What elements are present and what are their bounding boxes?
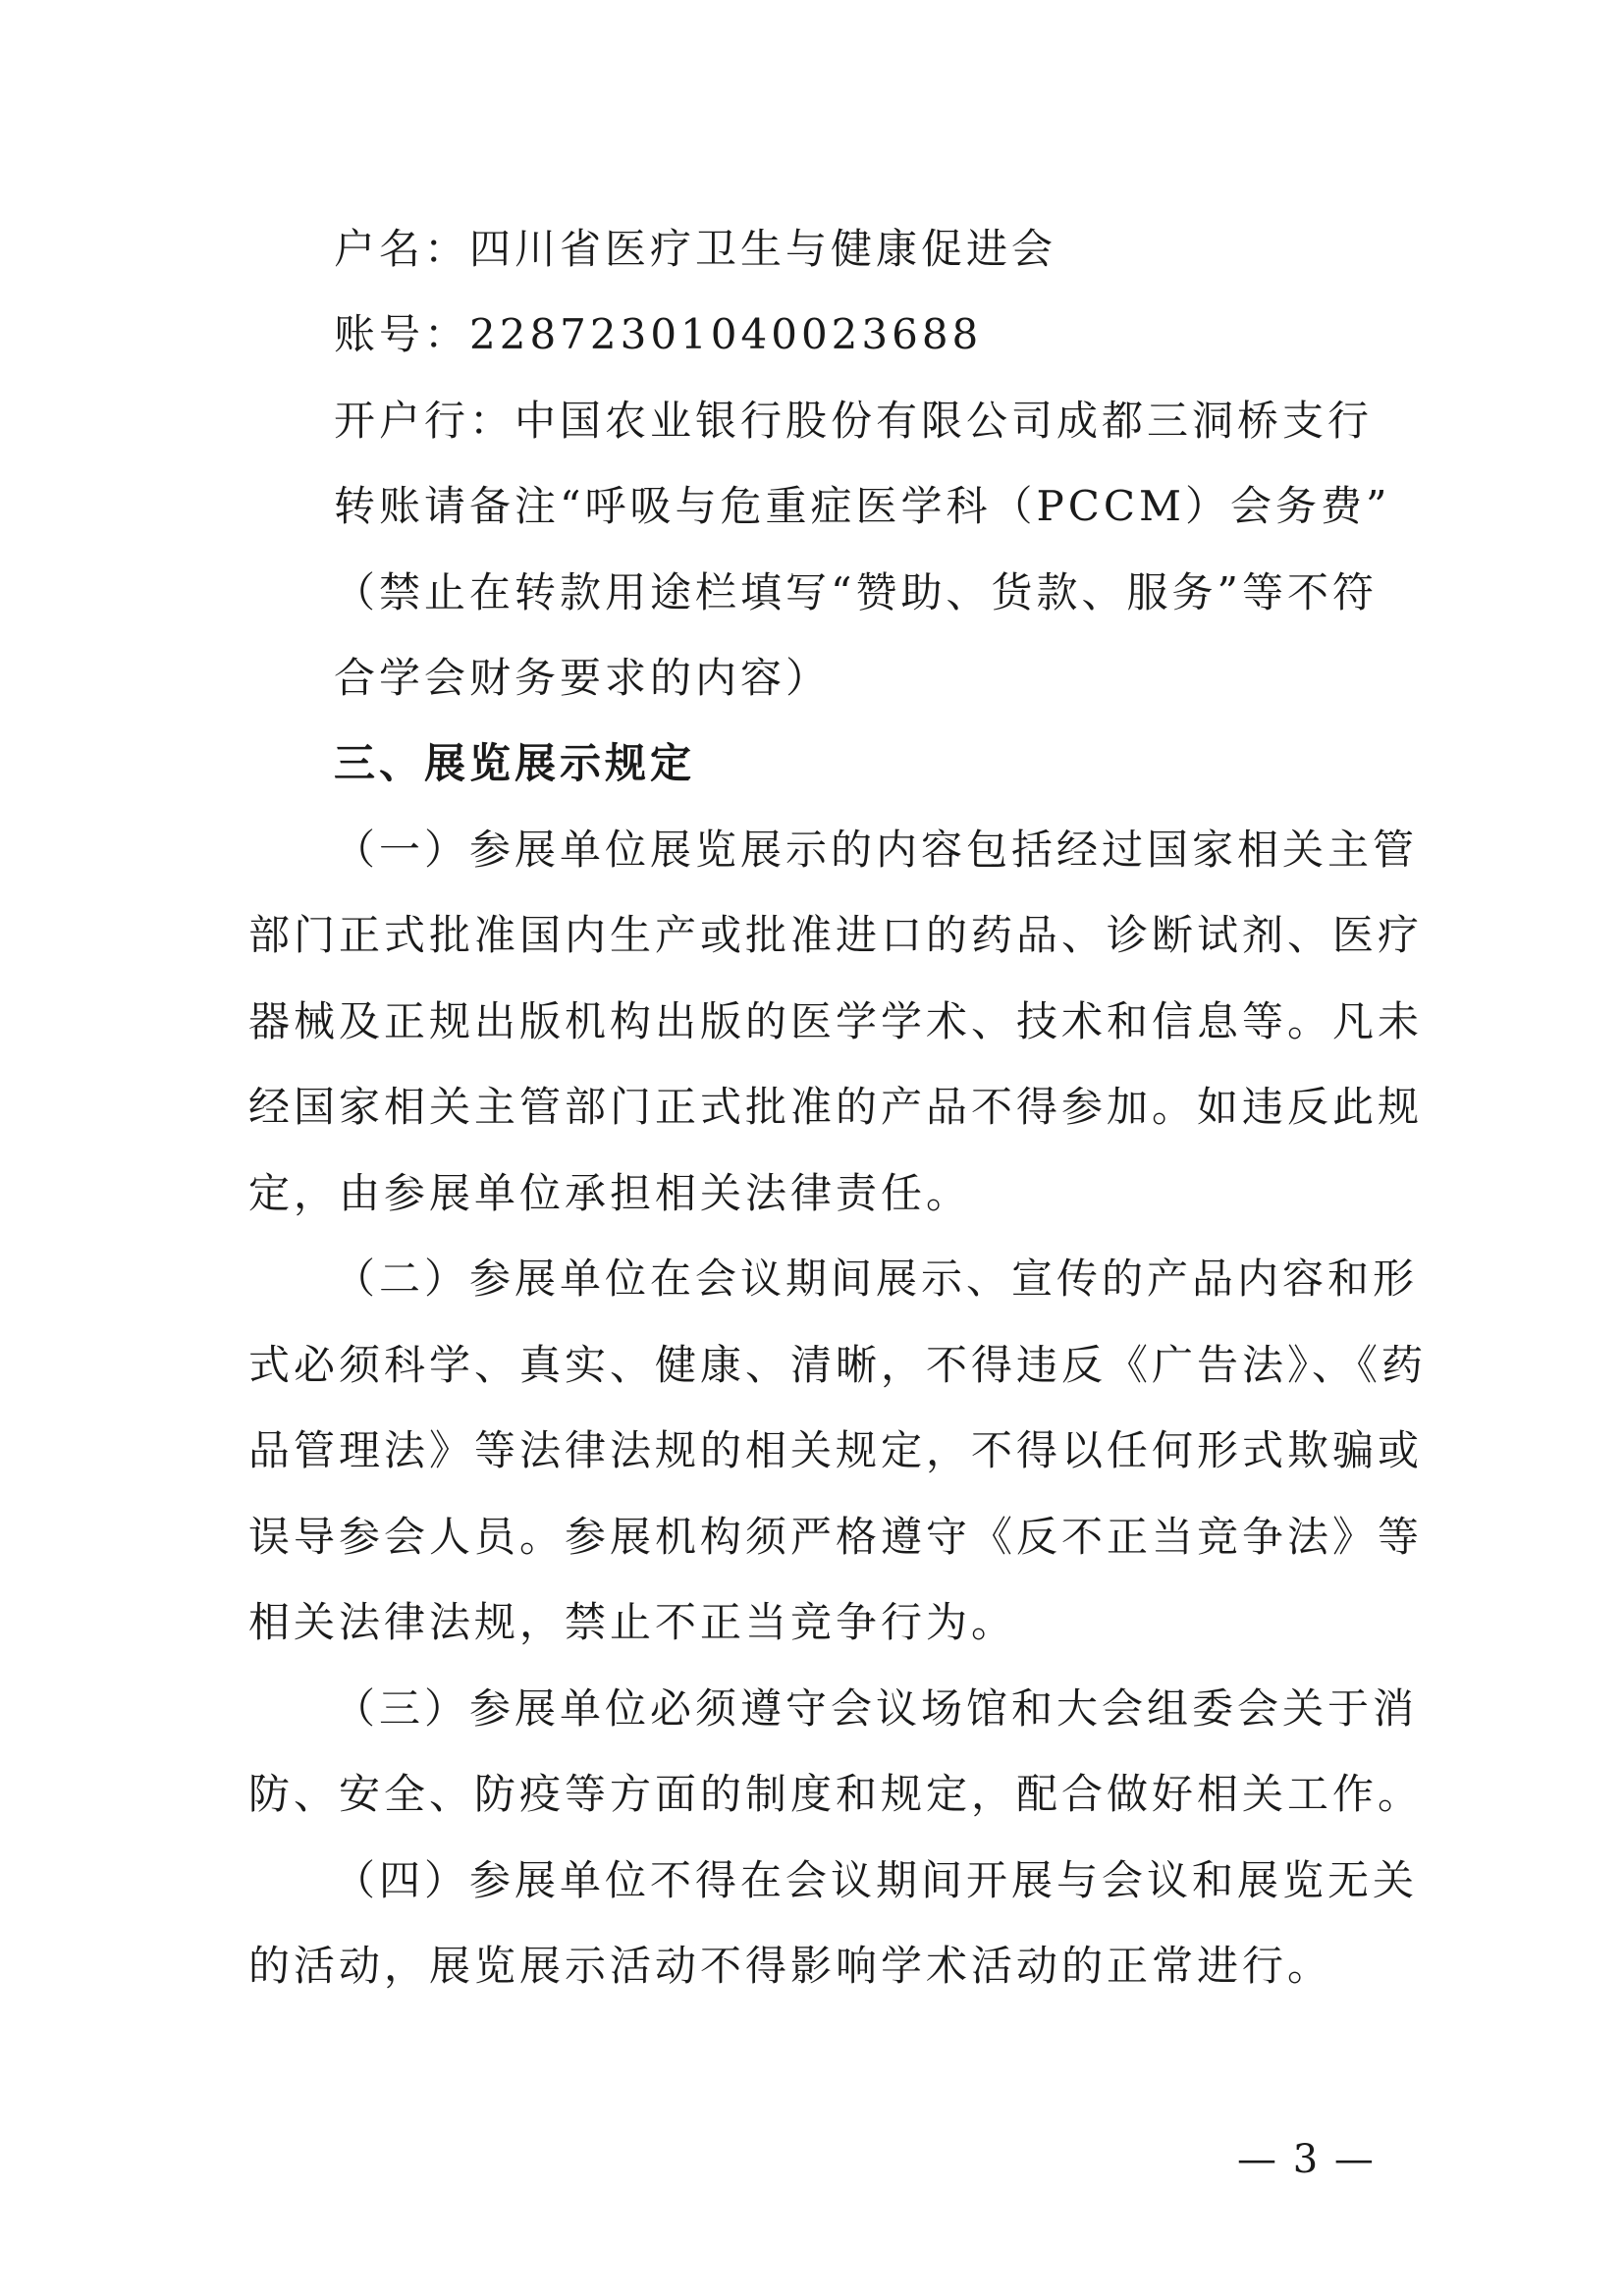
remark-line: 转账请备注“呼吸与危重症医学科（PCCM）会务费”: [334, 482, 1391, 530]
paragraph-4-line-2: 的活动，展览展示活动不得影响学术活动的正常进行。: [248, 1942, 1333, 1990]
paragraph-3-line-2: 防、安全、防疫等方面的制度和规定，配合做好相关工作。: [248, 1770, 1424, 1818]
bank-line: 开户行：中国农业银行股份有限公司成都三洞桥支行: [334, 397, 1374, 445]
paragraph-2-line-1: （二）参展单位在会议期间展示、宣传的产品内容和形: [334, 1255, 1419, 1303]
paragraph-4-line-1: （四）参展单位不得在会议期间开展与会议和展览无关: [334, 1856, 1419, 1904]
paragraph-1-line-3: 器械及正规出版机构出版的医学学术、技术和信息等。凡未: [248, 997, 1424, 1045]
paragraph-2-line-3: 品管理法》等法律法规的相关规定，不得以任何形式欺骗或: [248, 1426, 1424, 1474]
account-number-line: 账号：22872301040023688: [334, 310, 983, 358]
paragraph-1-line-5: 定，由参展单位承担相关法律责任。: [248, 1169, 972, 1217]
paragraph-1-line-1: （一）参展单位展览展示的内容包括经过国家相关主管: [334, 826, 1419, 874]
section-heading: 三、展览展示规定: [334, 739, 696, 787]
paragraph-2-line-2: 式必须科学、真实、健康、清晰，不得违反《广告法》、《药: [248, 1341, 1428, 1389]
paragraph-1-line-2: 部门正式批准国内生产或批准进口的药品、诊断试剂、医疗: [248, 911, 1424, 959]
paragraph-2-line-5: 相关法律法规，禁止不正当竞争行为。: [248, 1598, 1017, 1646]
paragraph-3-line-1: （三）参展单位必须遵守会议场馆和大会组委会关于消: [334, 1684, 1419, 1733]
warning-line-2: 合学会财务要求的内容）: [334, 654, 832, 702]
account-name-line: 户名：四川省医疗卫生与健康促进会: [334, 225, 1057, 273]
paragraph-2-line-4: 误导参会人员。参展机构须严格遵守《反不正当竞争法》等: [248, 1513, 1424, 1561]
paragraph-1-line-4: 经国家相关主管部门正式批准的产品不得参加。如违反此规: [248, 1083, 1424, 1131]
warning-line-1: （禁止在转款用途栏填写“赞助、货款、服务”等不符: [334, 568, 1378, 616]
page-number: — 3 —: [1237, 2137, 1376, 2182]
